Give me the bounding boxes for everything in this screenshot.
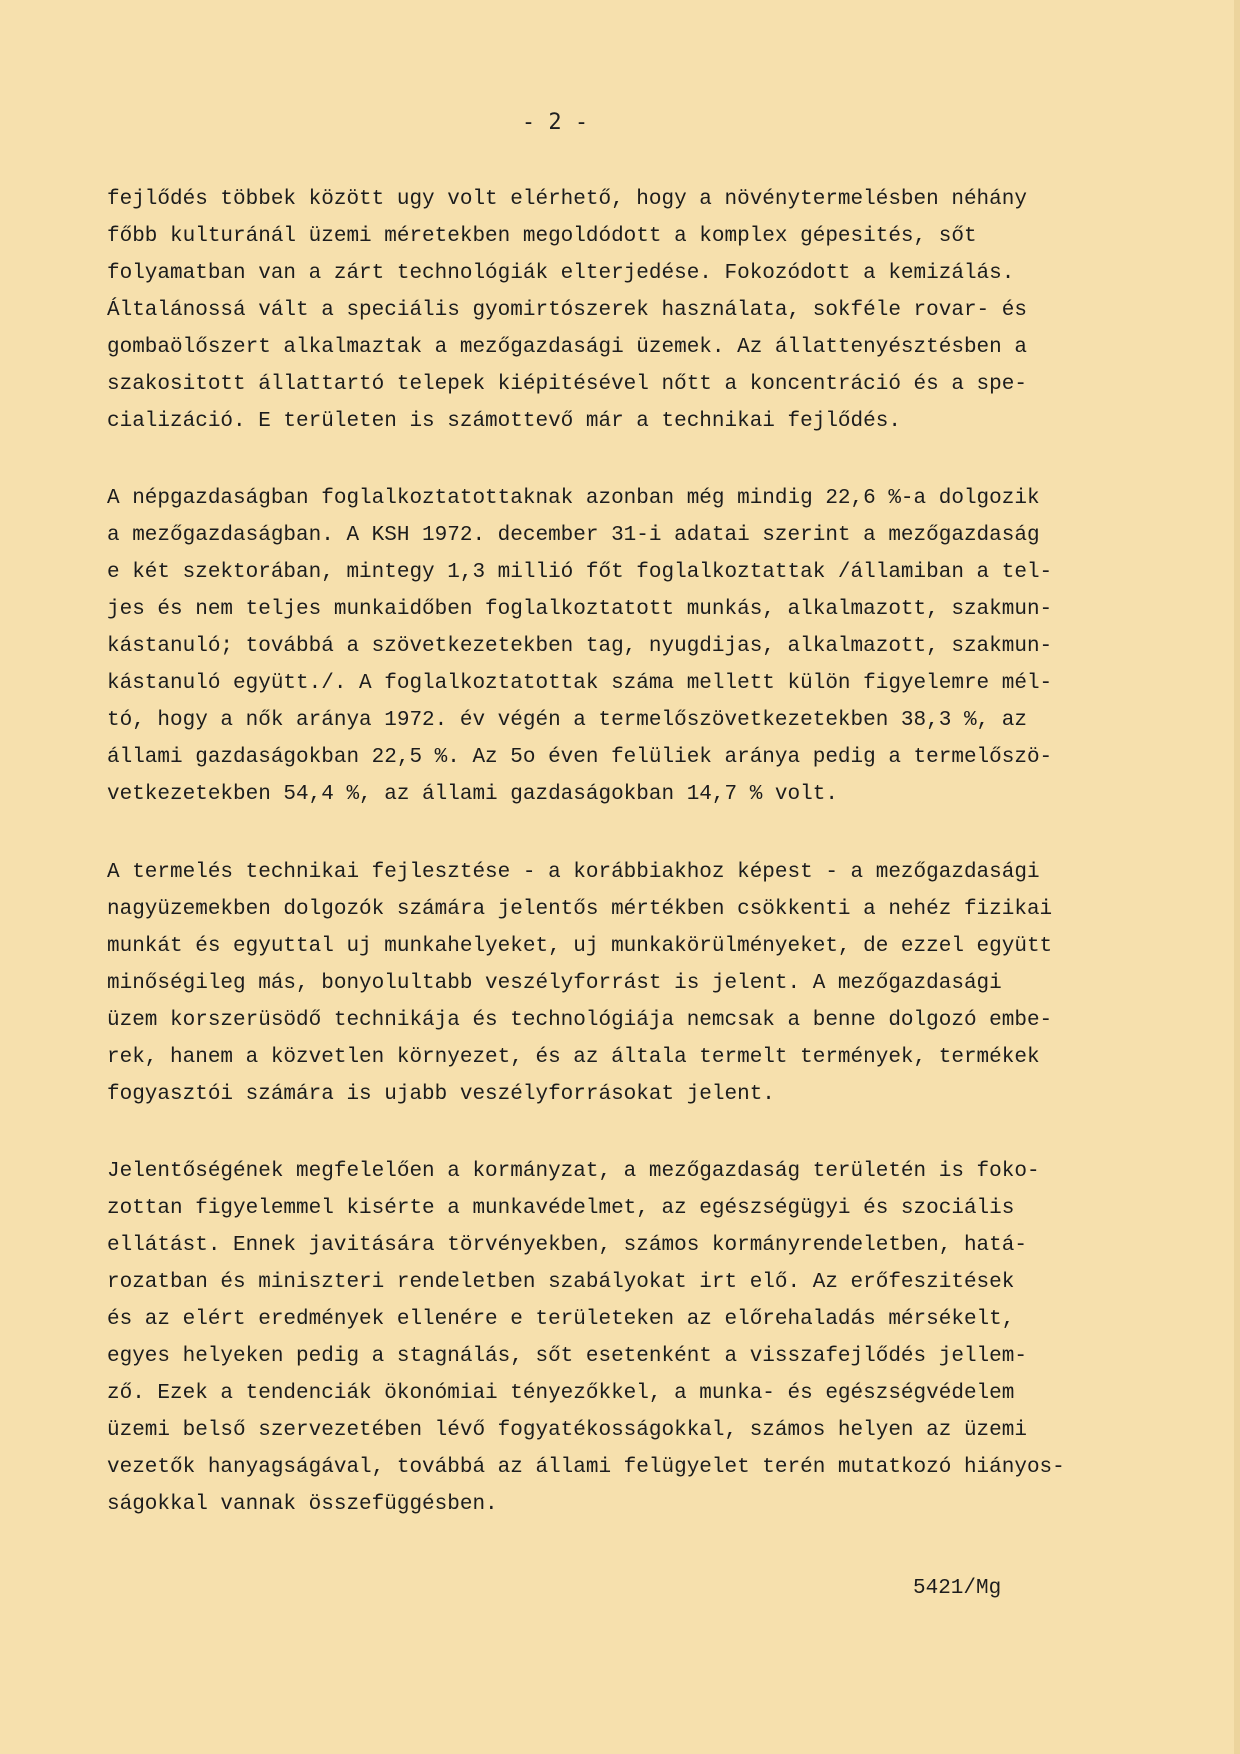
paragraph-1-line-2: főbb kulturánál üzemi méretekben megoldódott a komplex gépesités, sőt [107, 225, 977, 248]
paragraph-4-line-8: üzemi belső szervezetében lévő fogyatékosságokkal, számos helyen az üzemi [107, 1419, 1027, 1442]
paragraph-1-line-6: szakositott állattartó telepek kiépitésével nőtt a koncentráció és a spe- [107, 373, 1027, 396]
paragraph-4-line-6: egyes helyeken pedig a stagnálás, sőt esetenként a visszafejlődés jellem- [107, 1345, 1027, 1368]
paragraph-1-line-4: Általánossá vált a speciális gyomirtószerek használata, sokféle rovar- és [107, 299, 1027, 322]
paragraph-4-line-5: és az elért eredmények ellenére e területeken az előrehaladás mérsékelt, [107, 1308, 1015, 1331]
paragraph-4-line-9: vezetők hanyagságával, továbbá az állami felügyelet terén mutatkozó hiányos- [107, 1456, 1065, 1479]
paragraph-1-line-7: cializáció. E területen is számottevő már a technikai fejlődés. [107, 410, 901, 433]
paragraph-2-line-5: kástanuló; továbbá a szövetkezetekben tag, nyugdijas, alkalmazott, szakmun- [107, 635, 1053, 658]
paragraph-3-line-3: munkát és egyuttal uj munkahelyeket, uj munkakörülményeket, de ezzel együtt [107, 935, 1053, 958]
paragraph-3-line-2: nagyüzemekben dolgozók számára jelentős mértékben csökkenti a nehéz fizikai [107, 898, 1053, 921]
paragraph-4-line-3: ellátást. Ennek javitására törvényekben, számos kormányrendeletben, hatá- [107, 1234, 1027, 1257]
paragraph-2-line-1: A népgazdaságban foglalkoztatottaknak azonban még mindig 22,6 %-a dolgozik [107, 487, 1040, 510]
paragraph-4-line-1: Jelentőségének megfelelően a kormányzat, a mezőgazdaság területén is foko- [107, 1160, 1040, 1183]
page-number: - 2 - [521, 110, 589, 135]
document-reference: 5421/Mg [913, 1577, 1002, 1600]
paragraph-2-line-9: vetkezetekben 54,4 %, az állami gazdaságokban 14,7 % volt. [107, 783, 838, 806]
paragraph-1-line-5: gombaölőszert alkalmaztak a mezőgazdasági üzemek. Az állattenyésztésben a [107, 336, 1027, 359]
paragraph-4-line-4: rozatban és miniszteri rendeletben szabályokat irt elő. Az erőfeszitések [107, 1271, 1015, 1294]
paragraph-2-line-4: jes és nem teljes munkaidőben foglalkoztatott munkás, alkalmazott, szakmun- [107, 598, 1053, 621]
paragraph-4-line-2: zottan figyelemmel kisérte a munkavédelmet, az egészségügyi és szociális [107, 1197, 1015, 1220]
paragraph-3-line-6: rek, hanem a közvetlen környezet, és az általa termelt termények, termékek [107, 1046, 1040, 1069]
paragraph-3-line-4: minőségileg más, bonyolultabb veszélyforrást is jelent. A mezőgazdasági [107, 972, 1002, 995]
paragraph-2-line-3: e két szektorában, mintegy 1,3 millió főt foglalkoztattak /államiban a tel- [107, 561, 1053, 584]
paragraph-2-line-6: kástanuló együtt./. A foglalkoztatottak száma mellett külön figyelemre mél- [107, 672, 1053, 695]
paragraph-3-line-5: üzem korszerüsödő technikája és technológiája nemcsak a benne dolgozó embe- [107, 1009, 1053, 1032]
paragraph-3-line-1: A termelés technikai fejlesztése - a korábbiakhoz képest - a mezőgazdasági [107, 861, 1040, 884]
paragraph-4-line-10: ságokkal vannak összefüggésben. [107, 1493, 498, 1516]
paragraph-1-line-1: fejlődés többek között ugy volt elérhető, hogy a növénytermelésben néhány [107, 188, 1027, 211]
paragraph-2-line-8: állami gazdaságokban 22,5 %. Az 5o éven felüliek aránya pedig a termelőszö- [107, 746, 1053, 769]
paragraph-1-line-3: folyamatban van a zárt technológiák elterjedése. Fokozódott a kemizálás. [107, 262, 1015, 285]
paragraph-3-line-7: fogyasztói számára is ujabb veszélyforrásokat jelent. [107, 1083, 775, 1106]
paragraph-4-line-7: ző. Ezek a tendenciák ökonómiai tényezőkkel, a munka- és egészségvédelem [107, 1382, 1015, 1405]
paragraph-2-line-2: a mezőgazdaságban. A KSH 1972. december 31-i adatai szerint a mezőgazdaság [107, 524, 1040, 547]
paragraph-2-line-7: tó, hogy a nők aránya 1972. év végén a termelőszövetkezetekben 38,3 %, az [107, 709, 1027, 732]
